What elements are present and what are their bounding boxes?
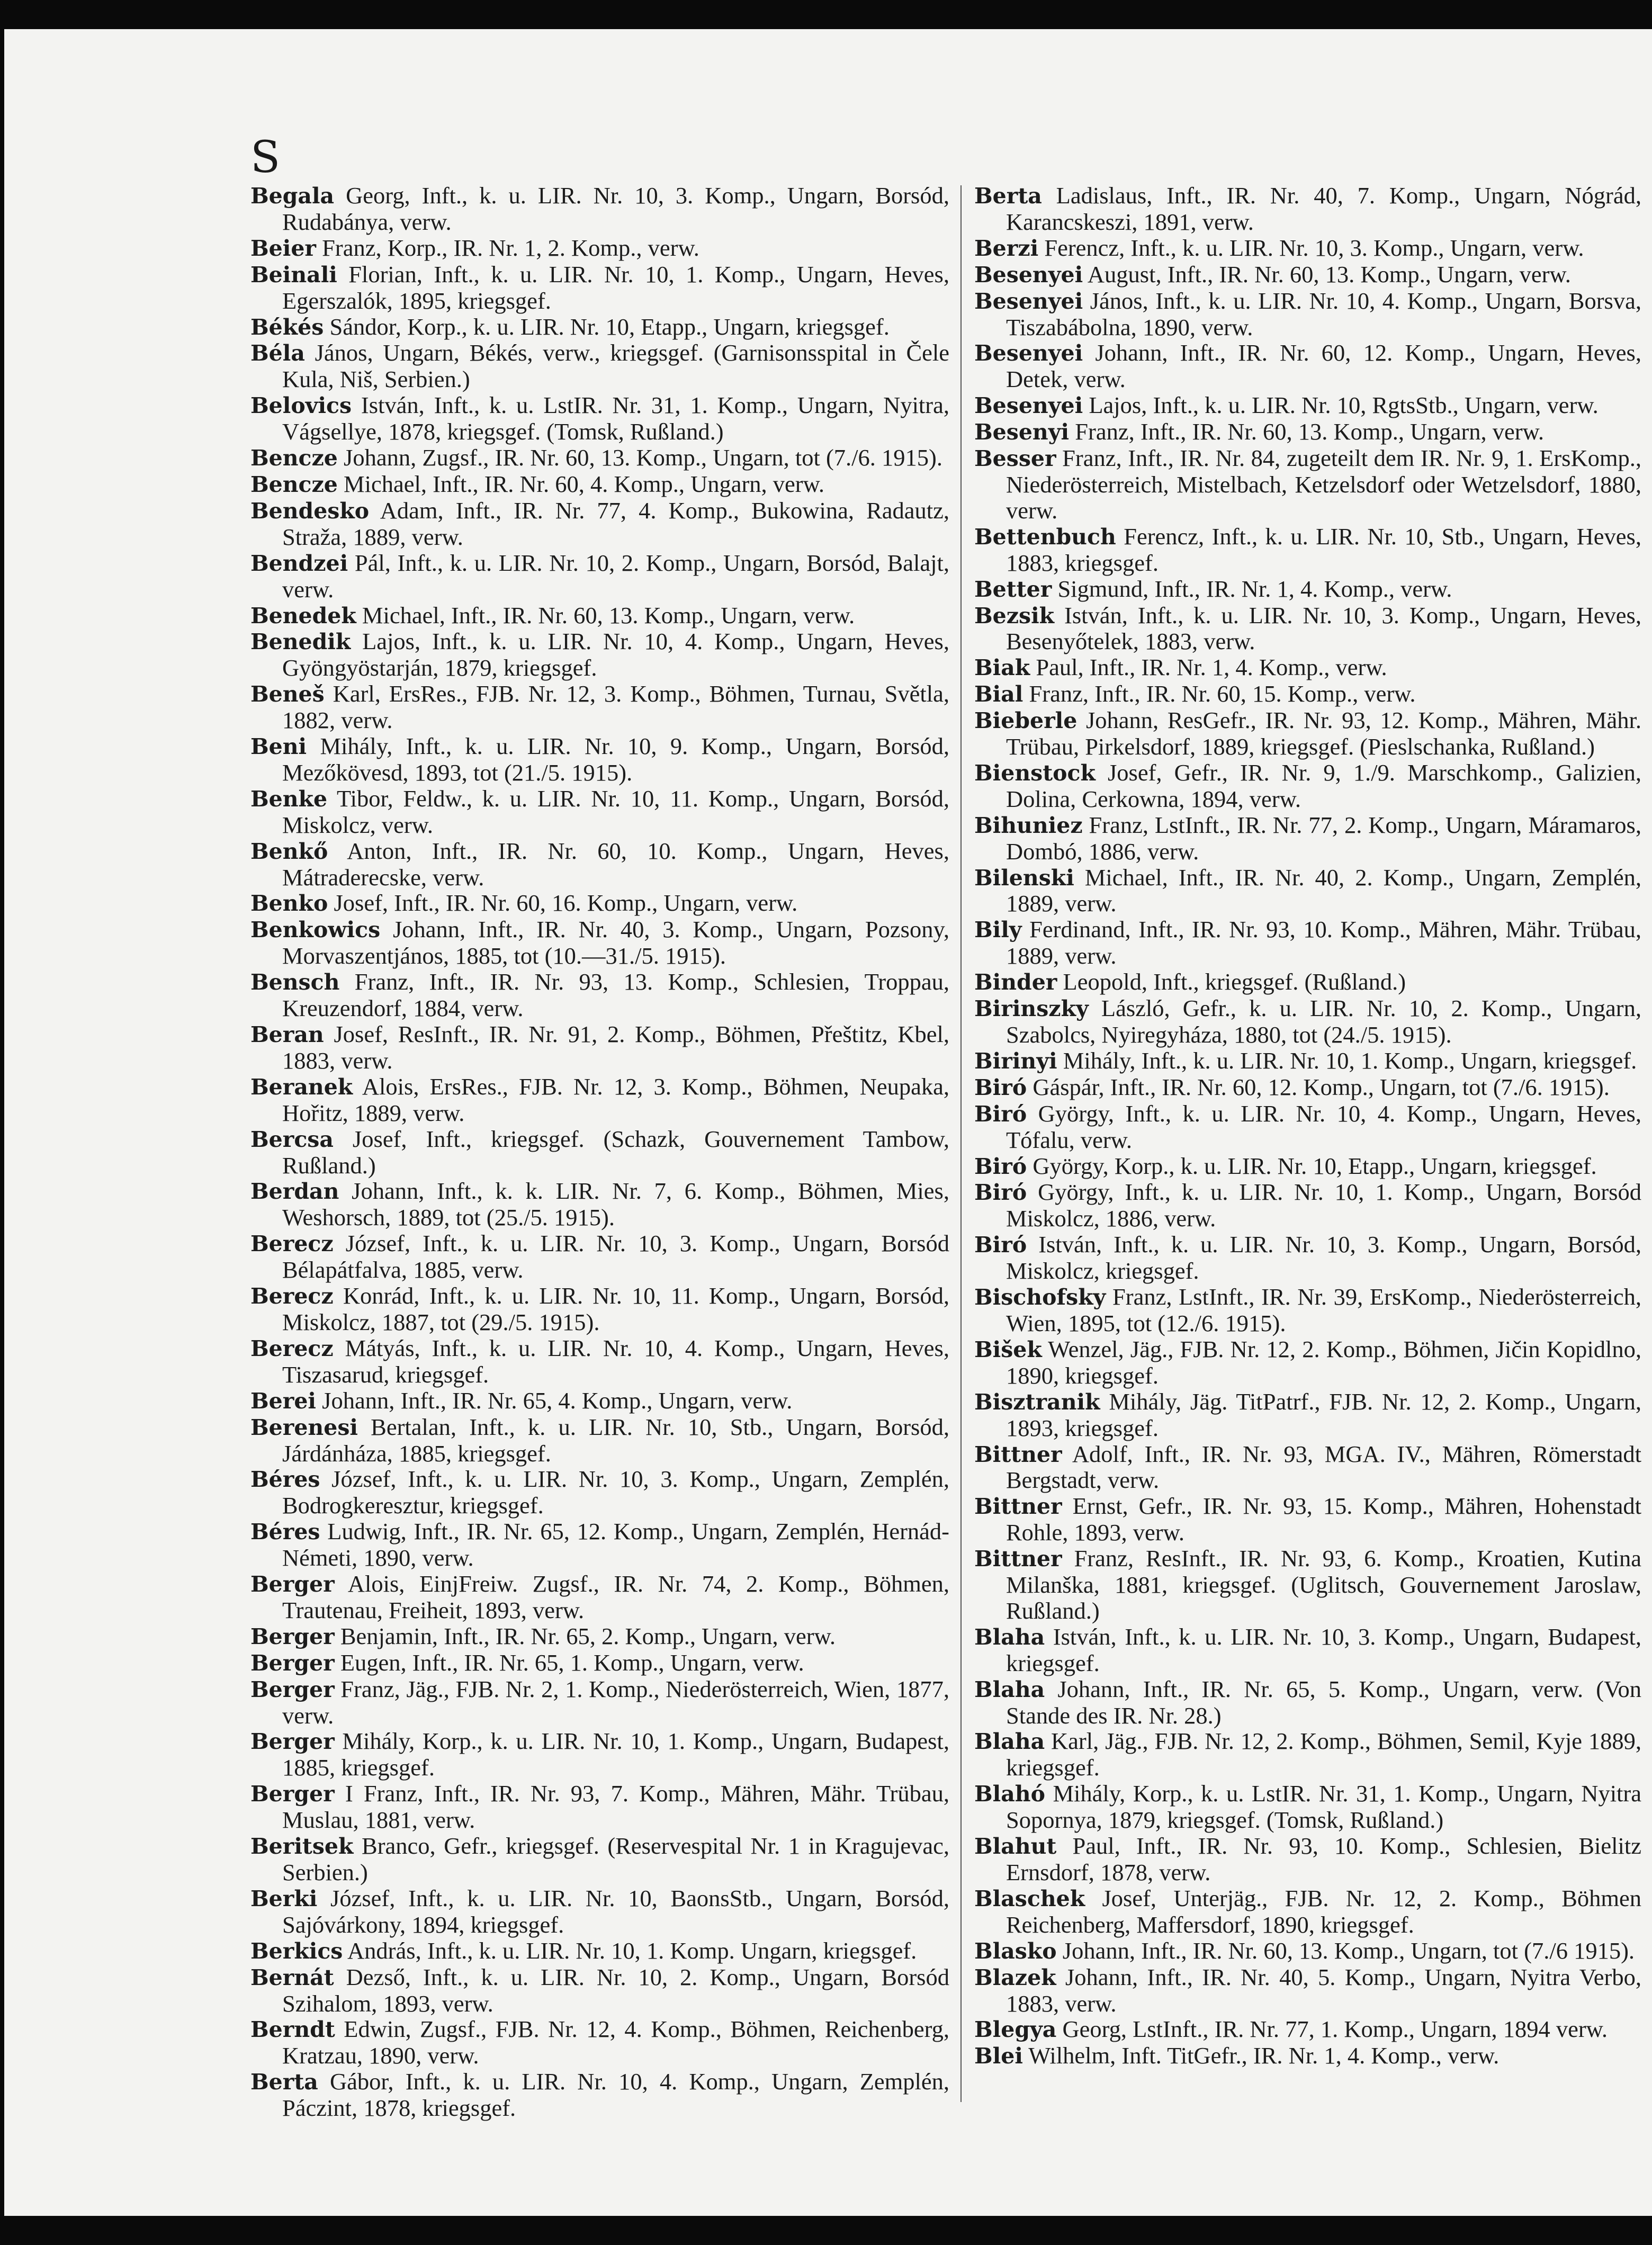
list-item	[974, 1493, 1641, 1546]
list-item	[974, 1389, 1641, 1441]
list-item	[974, 340, 1641, 392]
entry-details: István, Inft., k. u. LIR. Nr. 10, 3. Komp., Ungarn, Budapest, kriegsgef.	[1006, 1623, 1641, 1676]
entry-surname: Benke	[250, 786, 328, 812]
entry-surname: Blei	[974, 2043, 1023, 2069]
list-item	[250, 314, 949, 340]
scanned-page	[4, 29, 1652, 2216]
entry-details: Gábor, Inft., k. u. LIR. Nr. 10, 4. Komp., Ungarn, Zemplén, Páczint, 1878, kriegsgef.	[282, 2068, 949, 2122]
list-item	[974, 235, 1641, 262]
list-item	[250, 1388, 949, 1414]
entry-surname: Béla	[250, 340, 305, 366]
entry-surname: Better	[974, 576, 1052, 602]
entry-surname: Blaha	[974, 1729, 1045, 1755]
entry-details: Ferencz, Inft., k. u. LIR. Nr. 10, 3. Komp., Ungarn, verw.	[1038, 234, 1584, 261]
entry-surname: Berger	[250, 1781, 335, 1807]
entry-surname: Bihuniez	[974, 812, 1083, 838]
list-item	[974, 445, 1641, 524]
list-item	[250, 1466, 949, 1519]
list-item	[250, 1414, 949, 1467]
list-item	[250, 1623, 949, 1650]
entry-details: Johann, Inft., IR. Nr. 40, 5. Komp., Ungarn, Nyitra Verbo, 1883, verw.	[1006, 1963, 1641, 2017]
entry-details: Johann, Inft., IR. Nr. 60, 12. Komp., Ungarn, Heves, Detek, verw.	[1006, 339, 1641, 393]
entry-surname: Berdan	[250, 1179, 339, 1205]
entry-surname: Berenesi	[250, 1414, 358, 1440]
list-item	[250, 917, 949, 969]
entry-details: Sigmund, Inft., IR. Nr. 1, 4. Komp., verw.	[1052, 575, 1452, 602]
list-item	[250, 262, 949, 314]
list-item	[250, 1964, 949, 2017]
entry-details: Wilhelm, Inft. TitGefr., IR. Nr. 1, 4. Komp., verw.	[1022, 2042, 1500, 2069]
entry-surname: Binder	[974, 969, 1057, 995]
left-column	[250, 183, 949, 2121]
entry-surname: Beran	[250, 1022, 324, 1047]
entry-surname: Békés	[250, 314, 324, 340]
entry-details: Michael, Inft., IR. Nr. 60, 13. Komp., Ungarn, verw.	[356, 601, 855, 628]
entry-surname: Beni	[250, 734, 307, 760]
list-item	[974, 2016, 1641, 2043]
entry-surname: Berzi	[974, 235, 1039, 261]
entry-details: Lajos, Inft., k. u. LIR. Nr. 10, RgtsStb., Ungarn, verw.	[1083, 392, 1599, 419]
entry-details: László, Gefr., k. u. LIR. Nr. 10, 2. Komp., Ungarn, Szabolcs, Nyiregyháza, 1880, tot (24./5. 1915).	[1006, 995, 1641, 1048]
entry-details: István, Inft., k. u. LstIR. Nr. 31, 1. Komp., Ungarn, Nyitra, Vágsellye, 1878, kriegsgef. (Tomsk, Rußland.)	[282, 392, 949, 445]
list-item	[250, 733, 949, 786]
entry-surname: Bily	[974, 917, 1022, 943]
entry-details: August, Inft., IR. Nr. 60, 13. Komp., Ungarn, verw.	[1083, 261, 1571, 288]
entry-details: Adam, Inft., IR. Nr. 77, 4. Komp., Bukowina, Radautz, Straža, 1889, verw.	[282, 497, 949, 550]
list-item	[974, 1048, 1641, 1074]
entry-details: Johann, Inft., IR. Nr. 60, 13. Komp., Ungarn, tot (7./6 1915).	[1056, 1937, 1635, 1964]
entry-surname: Bittner	[974, 1546, 1062, 1572]
entry-surname: Belovics	[250, 393, 352, 419]
list-item	[250, 1231, 949, 1283]
list-item	[250, 890, 949, 917]
entry-details: Johann, Inft., IR. Nr. 40, 3. Komp., Ungarn, Pozsony, Morvaszentjános, 1885, tot (10.—31./5. 1915).	[282, 916, 949, 969]
entry-details: Ferencz, Inft., k. u. LIR. Nr. 10, Stb., Ungarn, Heves, 1883, kriegsgef.	[1006, 523, 1641, 576]
entry-surname: Bisztranik	[974, 1389, 1100, 1415]
list-item	[974, 183, 1641, 235]
entry-details: István, Inft., k. u. LIR. Nr. 10, 3. Komp., Ungarn, Borsód, Miskolcz, kriegsgef.	[1006, 1231, 1641, 1285]
list-item	[250, 1833, 949, 1885]
entry-details: Dezső, Inft., k. u. LIR. Nr. 10, 2. Komp., Ungarn, Borsód Szihalom, 1893, verw.	[282, 1963, 949, 2017]
list-item	[250, 1519, 949, 1571]
entry-details: Konrád, Inft., k. u. LIR. Nr. 10, 11. Komp., Ungarn, Borsód, Miskolcz, 1887, tot (29./5. 1915).	[282, 1282, 949, 1335]
entry-surname: Blaschek	[974, 1885, 1085, 1911]
entry-details: Josef, Gefr., IR. Nr. 9, 1./9. Marschkomp., Galizien, Dolina, Cerkowna, 1894, verw.	[1006, 759, 1641, 812]
entry-surname: Berger	[250, 1650, 335, 1676]
entry-details: Franz, LstInft., IR. Nr. 77, 2. Komp., Ungarn, Máramaros, Dombó, 1886, verw.	[1006, 811, 1641, 865]
entry-details: Edwin, Zugsf., FJB. Nr. 12, 4. Komp., Böhmen, Reichenberg, Kratzau, 1890, verw.	[282, 2016, 949, 2069]
entry-surname: Berger	[250, 1571, 335, 1597]
entry-surname: Besenyi	[974, 419, 1070, 445]
entry-details: Ferdinand, Inft., IR. Nr. 93, 10. Komp., Mähren, Mähr. Trübau, 1889, verw.	[1006, 916, 1641, 969]
list-item	[250, 786, 949, 838]
entry-details: János, Inft., k. u. LIR. Nr. 10, 4. Komp., Ungarn, Borsva, Tiszabábolna, 1890, verw.	[1006, 287, 1641, 340]
entry-surname: Bienstock	[974, 760, 1096, 786]
entry-surname: Blahó	[974, 1781, 1045, 1807]
list-item	[974, 576, 1641, 603]
list-item	[974, 917, 1641, 969]
entry-details: Leopold, Inft., kriegsgef. (Rußland.)	[1057, 968, 1406, 995]
list-item	[250, 183, 949, 235]
entry-surname: Besenyei	[974, 393, 1083, 419]
entry-surname: Beinali	[250, 262, 337, 288]
entry-surname: Bercsa	[250, 1126, 334, 1152]
list-item	[974, 995, 1641, 1048]
list-item	[974, 1624, 1641, 1676]
entry-surname: Berecz	[250, 1283, 334, 1309]
entry-details: Wenzel, Jäg., FJB. Nr. 12, 2. Komp., Böhmen, Jičin Kopidlno, 1890, kriegsgef.	[1006, 1335, 1641, 1389]
entry-surname: Berta	[974, 183, 1042, 209]
entry-surname: Berei	[250, 1388, 317, 1414]
list-item	[974, 1179, 1641, 1232]
entry-details: Lajos, Inft., k. u. LIR. Nr. 10, 4. Komp., Ungarn, Heves, Gyöngyöstarján, 1879, kriegsgef.	[282, 628, 949, 681]
list-item	[974, 1833, 1641, 1885]
entry-surname: Berta	[250, 2069, 318, 2095]
entry-details: Franz, Inft., IR. Nr. 84, zugeteilt dem IR. Nr. 9, 1. ErsKomp., Niederösterreich, Mistelbach, Ketzelsdorf oder Wetzelsdorf, 1880, verw.	[1006, 445, 1641, 524]
list-item	[250, 1335, 949, 1388]
list-item	[974, 654, 1641, 681]
entry-surname: Bensch	[250, 969, 340, 995]
entry-details: Alois, EinjFreiw. Zugsf., IR. Nr. 74, 2. Komp., Böhmen, Trautenau, Freiheit, 1893, verw.	[282, 1570, 949, 1623]
list-item	[250, 603, 949, 629]
entry-details: Gáspár, Inft., IR. Nr. 60, 12. Komp., Ungarn, tot (7./6. 1915).	[1027, 1073, 1610, 1100]
entry-surname: Berndt	[250, 2017, 335, 2043]
entry-details: György, Korp., k. u. LIR. Nr. 10, Etapp., Ungarn, kriegsgef.	[1027, 1152, 1597, 1179]
entry-details: Johann, ResGefr., IR. Nr. 93, 12. Komp., Mähren, Mähr. Trübau, Pirkelsdorf, 1889, kriegsgef. (Pieslschanka, Rußland.)	[1006, 707, 1641, 760]
page-letter: S	[250, 132, 281, 183]
list-item	[974, 681, 1641, 707]
entry-surname: Bendesko	[250, 498, 370, 524]
list-item	[250, 1650, 949, 1676]
entry-surname: Besser	[974, 446, 1056, 472]
entry-details: Eugen, Inft., IR. Nr. 65, 1. Komp., Ungarn, verw.	[334, 1649, 804, 1676]
entry-surname: Bezsik	[974, 603, 1055, 628]
entry-surname: Bišek	[974, 1336, 1042, 1362]
list-item	[974, 1676, 1641, 1729]
list-item	[974, 1336, 1641, 1389]
entry-details: György, Inft., k. u. LIR. Nr. 10, 1. Komp., Ungarn, Borsód Miskolcz, 1886, verw.	[1006, 1179, 1641, 1232]
entry-details: Adolf, Inft., IR. Nr. 93, MGA. IV., Mähren, Römerstadt Bergstadt, verw.	[1006, 1440, 1641, 1494]
list-item	[250, 471, 949, 498]
entry-surname: Blasko	[974, 1938, 1057, 1964]
entry-surname: Bial	[974, 681, 1023, 707]
entry-details: János, Ungarn, Békés, verw., kriegsgef. (Garnisonsspital in Čele Kula, Niš, Serbien.)	[282, 339, 949, 393]
entry-surname: Bencze	[250, 445, 338, 471]
list-item	[250, 1126, 949, 1179]
list-item	[974, 707, 1641, 760]
entry-details: Franz, Inft., IR. Nr. 60, 15. Komp., verw.	[1023, 680, 1416, 707]
entry-surname: Blaha	[974, 1624, 1045, 1650]
entry-details: Franz, LstInft., IR. Nr. 39, ErsKomp., Niederösterreich, Wien, 1895, tot (12./6. 1915).	[1006, 1283, 1641, 1336]
right-column	[974, 183, 1641, 2069]
entry-details: Ladislaus, Inft., IR. Nr. 40, 7. Komp., Ungarn, Nógrád, Karancskeszi, 1891, verw.	[1006, 182, 1641, 235]
entry-details: Franz, Korp., IR. Nr. 1, 2. Komp., verw.	[316, 234, 699, 261]
entry-details: Josef, ResInft., IR. Nr. 91, 2. Komp., Böhmen, Přeštitz, Kbel, 1883, verw.	[282, 1021, 949, 1074]
entry-surname: Berkics	[250, 1938, 343, 1964]
entry-surname: Beritsek	[250, 1834, 354, 1860]
list-item	[974, 1074, 1641, 1101]
entry-surname: Béres	[250, 1467, 320, 1493]
entry-details: Johann, Zugsf., IR. Nr. 60, 13. Komp., Ungarn, tot (7./6. 1915).	[337, 444, 942, 471]
entry-details: Mihály, Inft., k. u. LIR. Nr. 10, 9. Komp., Ungarn, Borsód, Mezőkövesd, 1893, tot (21./5. 1915).	[282, 733, 949, 786]
entry-surname: Bettenbuch	[974, 524, 1116, 550]
list-item	[974, 288, 1641, 340]
list-item	[250, 838, 949, 891]
list-item	[250, 969, 949, 1021]
entry-details: Mihály, Jäg. TitPatrf., FJB. Nr. 12, 2. Komp., Ungarn, 1893, kriegsgef.	[1006, 1388, 1641, 1441]
entry-surname: Bernát	[250, 1964, 334, 1990]
entry-surname: Besenyei	[974, 262, 1083, 288]
entry-details: György, Inft., k. u. LIR. Nr. 10, 4. Komp., Ungarn, Heves, Tófalu, verw.	[1006, 1100, 1641, 1153]
entry-details: Franz, Jäg., FJB. Nr. 2, 1. Komp., Niederösterreich, Wien, 1877, verw.	[282, 1675, 949, 1729]
entry-details: Ernst, Gefr., IR. Nr. 93, 15. Komp., Mähren, Hohenstadt Rohle, 1893, verw.	[1006, 1493, 1641, 1546]
entry-details: Mihály, Korp., k. u. LIR. Nr. 10, 1. Komp., Ungarn, Budapest, 1885, kriegsgef.	[282, 1728, 949, 1781]
entry-details: Karl, Jäg., FJB. Nr. 12, 2. Komp., Böhmen, Semil, Kyje 1889, kriegsgef.	[1006, 1728, 1641, 1781]
entry-details: Anton, Inft., IR. Nr. 60, 10. Komp., Ungarn, Heves, Mátraderecske, verw.	[282, 837, 949, 891]
entry-surname: Besenyei	[974, 340, 1083, 366]
list-item	[974, 1546, 1641, 1624]
list-item	[974, 419, 1641, 445]
entry-surname: Bittner	[974, 1494, 1062, 1520]
list-item	[974, 524, 1641, 576]
list-item	[974, 812, 1641, 865]
entry-details: József, Inft., k. u. LIR. Nr. 10, 3. Komp., Ungarn, Zemplén, Bodrogkeresztur, kriegsgef.	[282, 1466, 949, 1519]
list-item	[250, 1885, 949, 1938]
entry-details: Johann, Inft., k. k. LIR. Nr. 7, 6. Komp., Böhmen, Mies, Weshorsch, 1889, tot (25./5. 1915).	[282, 1178, 949, 1231]
entry-details: Sándor, Korp., k. u. LIR. Nr. 10, Etapp., Ungarn, kriegsgef.	[324, 313, 890, 340]
entry-details: Alois, ErsRes., FJB. Nr. 12, 3. Komp., Böhmen, Neupaka, Hořitz, 1889, verw.	[282, 1073, 949, 1126]
entry-details: Karl, ErsRes., FJB. Nr. 12, 3. Komp., Böhmen, Turnau, Světla, 1882, verw.	[282, 680, 949, 734]
entry-details: Johann, Inft., IR. Nr. 65, 5. Komp., Ungarn, verw. (Von Stande des IR. Nr. 28.)	[1006, 1675, 1641, 1729]
entry-details: Michael, Inft., IR. Nr. 40, 2. Komp., Ungarn, Zemplén, 1889, verw.	[1006, 864, 1641, 917]
entry-surname: Benedik	[250, 629, 351, 655]
list-item	[974, 1232, 1641, 1284]
entry-details: András, Inft., k. u. LIR. Nr. 10, 1. Komp. Ungarn, kriegsgef.	[343, 1937, 917, 1964]
list-item	[974, 1728, 1641, 1781]
entry-details: Franz, Inft., IR. Nr. 60, 13. Komp., Ungarn, verw.	[1069, 418, 1544, 445]
entry-surname: Bencze	[250, 471, 338, 497]
entry-details: Paul, Inft., IR. Nr. 1, 4. Komp., verw.	[1030, 654, 1387, 681]
entry-surname: Blazek	[974, 1964, 1056, 1990]
entry-details: Josef, Unterjäg., FJB. Nr. 12, 2. Komp., Böhmen Reichenberg, Maffersdorf, 1890, kriegsgef.	[1006, 1884, 1641, 1938]
entry-surname: Beneš	[250, 681, 325, 707]
list-item	[250, 1571, 949, 1623]
list-item	[974, 760, 1641, 812]
entry-surname: Berecz	[250, 1335, 334, 1361]
list-item	[250, 2016, 949, 2069]
entry-details: Mátyás, Inft., k. u. LIR. Nr. 10, 4. Komp., Ungarn, Heves, Tiszasarud, kriegsgef.	[282, 1334, 949, 1388]
list-item	[250, 445, 949, 471]
entry-surname: Bilenski	[974, 865, 1074, 891]
list-item	[974, 1153, 1641, 1180]
entry-surname: Begala	[250, 183, 335, 209]
entry-details: Josef, Inft., kriegsgef. (Schazk, Gouvernement Tambow, Rußland.)	[282, 1125, 949, 1179]
entry-surname: Biak	[974, 655, 1030, 681]
entry-details: Florian, Inft., k. u. LIR. Nr. 10, 1. Komp., Ungarn, Heves, Egerszalók, 1895, kriegsgef.	[282, 261, 949, 314]
entry-surname: Beier	[250, 235, 317, 261]
entry-details: Josef, Inft., IR. Nr. 60, 16. Komp., Ungarn, verw.	[328, 890, 798, 917]
entry-details: Franz, ResInft., IR. Nr. 93, 6. Komp., Kroatien, Kutina Milanška, 1881, kriegsgef. (Uglitsch, Gouvernement Jaroslaw, Rußland.)	[1006, 1545, 1641, 1624]
list-item	[974, 1101, 1641, 1153]
entry-surname: Biró	[974, 1232, 1027, 1258]
list-item	[250, 1728, 949, 1781]
entry-details: Michael, Inft., IR. Nr. 60, 4. Komp., Ungarn, verw.	[337, 470, 824, 497]
list-item	[974, 1938, 1641, 1964]
entry-surname: Biró	[974, 1074, 1027, 1100]
list-item	[250, 1074, 949, 1126]
list-item	[974, 1964, 1641, 2017]
entry-surname: Beranek	[250, 1074, 353, 1100]
list-item	[974, 262, 1641, 288]
entry-surname: Benkowics	[250, 917, 381, 943]
list-item	[974, 1441, 1641, 1494]
entry-details: Mihály, Inft., k. u. LIR. Nr. 10, 1. Komp., Ungarn, kriegsgef.	[1057, 1047, 1637, 1074]
list-item	[250, 1781, 949, 1833]
list-item	[250, 1021, 949, 1074]
entry-details: I Franz, Inft., IR. Nr. 93, 7. Komp., Mähren, Mähr. Trübau, Muslau, 1881, verw.	[282, 1780, 949, 1834]
entry-surname: Blahut	[974, 1834, 1057, 1860]
list-item	[974, 1885, 1641, 1938]
entry-surname: Benedek	[250, 603, 356, 628]
list-item	[250, 1178, 949, 1231]
list-item	[974, 969, 1641, 995]
list-item	[250, 392, 949, 445]
entry-details: Mihály, Korp., k. u. LstIR. Nr. 31, 1. Komp., Ungarn, Nyitra Sopornya, 1879, kriegsgef. (Tomsk, Rußland.)	[1006, 1780, 1641, 1834]
entry-surname: Birinyi	[974, 1048, 1057, 1074]
entry-details: Pál, Inft., k. u. LIR. Nr. 10, 2. Komp., Ungarn, Borsód, Balajt, verw.	[282, 549, 949, 603]
list-item	[974, 392, 1641, 419]
list-item	[250, 1283, 949, 1335]
entry-surname: Bittner	[974, 1441, 1062, 1467]
list-item	[974, 1781, 1641, 1833]
entry-surname: Blaha	[974, 1676, 1045, 1702]
entry-surname: Berger	[250, 1623, 335, 1649]
entry-surname: Biró	[974, 1153, 1027, 1179]
entry-details: Paul, Inft., IR. Nr. 93, 10. Komp., Schlesien, Bielitz Ernsdorf, 1878, verw.	[1006, 1833, 1641, 1885]
entry-surname: Biró	[974, 1101, 1027, 1127]
list-item	[974, 865, 1641, 917]
entry-details: Tibor, Feldw., k. u. LIR. Nr. 10, 11. Komp., Ungarn, Borsód, Miskolcz, verw.	[282, 785, 949, 838]
entry-details: József, Inft., k. u. LIR. Nr. 10, BaonsStb., Ungarn, Borsód, Sajóvárkony, 1894, kriegsgef.	[282, 1884, 949, 1938]
entry-surname: Bendzei	[250, 550, 348, 576]
entry-surname: Berki	[250, 1885, 318, 1911]
entry-surname: Biró	[974, 1180, 1027, 1206]
entry-surname: Bischofsky	[974, 1285, 1106, 1310]
entry-surname: Blegya	[974, 2017, 1057, 2043]
entry-details: István, Inft., k. u. LIR. Nr. 10, 3. Komp., Ungarn, Heves, Besenyőtelek, 1883, verw.	[1006, 601, 1641, 655]
list-item	[974, 2043, 1641, 2069]
entry-details: Ludwig, Inft., IR. Nr. 65, 12. Komp., Ungarn, Zemplén, Hernád-Németi, 1890, verw.	[282, 1518, 949, 1571]
list-item	[250, 628, 949, 681]
list-item	[250, 1676, 949, 1729]
entry-details: Bertalan, Inft., k. u. LIR. Nr. 10, Stb., Ungarn, Borsód, Járdánháza, 1885, kriegsgef.	[282, 1413, 949, 1467]
list-item	[974, 1284, 1641, 1336]
entry-surname: Berger	[250, 1676, 335, 1702]
list-item	[250, 340, 949, 392]
entry-details: József, Inft., k. u. LIR. Nr. 10, 3. Komp., Ungarn, Borsód Bélapátfalva, 1885, verw.	[282, 1230, 949, 1283]
entry-surname: Benko	[250, 891, 328, 917]
entry-details: Branco, Gefr., kriegsgef. (Reservespital Nr. 1 in Kragujevac, Serbien.)	[282, 1833, 949, 1885]
list-item	[250, 1938, 949, 1964]
entry-surname: Besenyei	[974, 288, 1083, 314]
entry-surname: Berger	[250, 1729, 335, 1755]
list-item	[250, 498, 949, 550]
entry-surname: Bieberle	[974, 708, 1078, 734]
list-item	[974, 603, 1641, 655]
list-item	[250, 2069, 949, 2121]
entry-surname: Berecz	[250, 1231, 334, 1257]
entry-details: Johann, Inft., IR. Nr. 65, 4. Komp., Ungarn, verw.	[316, 1387, 793, 1414]
entry-details: Georg, LstInft., IR. Nr. 77, 1. Komp., Ungarn, 1894 verw.	[1056, 2016, 1608, 2043]
list-item	[250, 550, 949, 603]
entry-surname: Birinszky	[974, 996, 1089, 1022]
entry-details: Benjamin, Inft., IR. Nr. 65, 2. Komp., Ungarn, verw.	[334, 1622, 836, 1649]
list-item	[250, 235, 949, 262]
entry-surname: Benkő	[250, 838, 328, 864]
column-divider	[960, 185, 962, 2102]
entry-surname: Béres	[250, 1519, 320, 1545]
list-item	[250, 681, 949, 733]
entry-details: Franz, Inft., IR. Nr. 93, 13. Komp., Schlesien, Troppau, Kreuzendorf, 1884, verw.	[282, 968, 949, 1022]
entry-details: Georg, Inft., k. u. LIR. Nr. 10, 3. Komp., Ungarn, Borsód, Rudabánya, verw.	[282, 182, 949, 235]
